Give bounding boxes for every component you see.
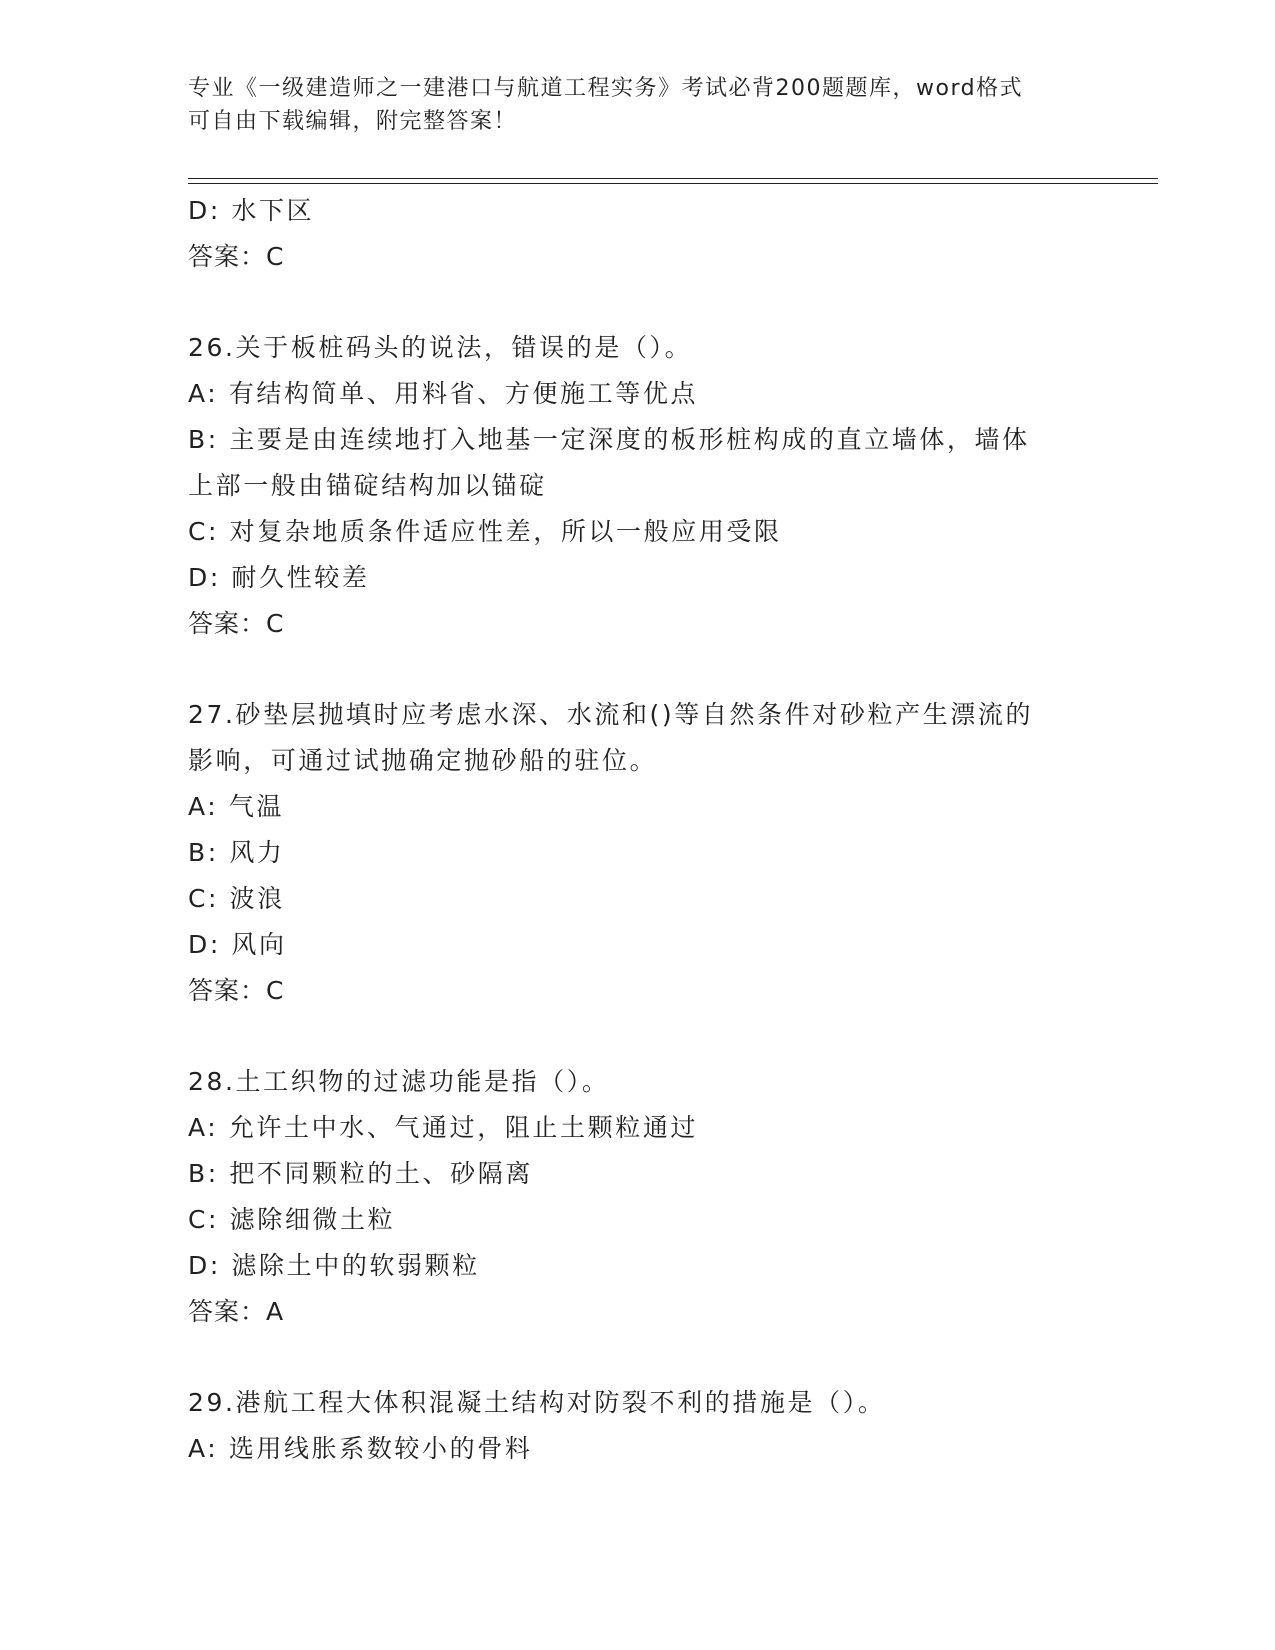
question-25-answer: 答案：C xyxy=(188,242,285,271)
answer: 答案：C xyxy=(188,609,285,638)
spacer xyxy=(188,1335,1088,1380)
question-28 xyxy=(188,1059,1088,1335)
option-a: A: 选用线胀系数较小的骨料 xyxy=(188,1434,533,1463)
header-divider-bottom xyxy=(188,183,1158,184)
question-29 xyxy=(188,1380,1088,1472)
option-d: D: 滤除土中的软弱颗粒 xyxy=(188,1251,480,1280)
spacer xyxy=(188,647,1088,692)
option-d: D: 耐久性较差 xyxy=(188,563,370,592)
option-d: D: 风向 xyxy=(188,930,287,959)
document-header xyxy=(188,72,1088,138)
option-b: B: 把不同颗粒的土、砂隔离 xyxy=(188,1159,533,1188)
header-line-2: 可自由下载编辑，附完整答案！ xyxy=(188,109,518,134)
header-divider-top xyxy=(188,178,1158,179)
option-b: B: 主要是由连续地打入地基一定深度的板形桩构成的直立墙体，墙体 xyxy=(188,425,1030,454)
option-c: C: 滤除细微土粒 xyxy=(188,1205,396,1234)
answer: 答案：C xyxy=(188,976,285,1005)
question-stem: 28.土工织物的过滤功能是指（）。 xyxy=(188,1067,610,1096)
option-a: A: 允许土中水、气通过，阻止土颗粒通过 xyxy=(188,1113,699,1142)
document-body xyxy=(188,188,1088,1472)
option-c: C: 波浪 xyxy=(188,884,285,913)
question-25-option-d: D: 水下区 xyxy=(188,196,315,225)
question-stem: 26.关于板桩码头的说法，错误的是（）。 xyxy=(188,333,693,362)
option-b: B: 风力 xyxy=(188,838,285,867)
question-stem: 27.砂垫层抛填时应考虑水深、水流和()等自然条件对砂粒产生漂流的 xyxy=(188,700,1034,729)
header-line-1: 专业《一级建造师之一建港口与航道工程实务》考试必背200题题库，word格式 xyxy=(188,76,1024,101)
option-c: C: 对复杂地质条件适应性差，所以一般应用受限 xyxy=(188,517,782,546)
option-b-continued: 上部一般由锚碇结构加以锚碇 xyxy=(188,471,547,500)
question-stem-continued: 影响，可通过试抛确定抛砂船的驻位。 xyxy=(188,746,658,775)
spacer xyxy=(188,280,1088,325)
option-a: A: 气温 xyxy=(188,792,285,821)
question-stem: 29.港航工程大体积混凝土结构对防裂不利的措施是（）。 xyxy=(188,1388,886,1417)
question-26 xyxy=(188,325,1088,647)
answer: 答案：A xyxy=(188,1297,285,1326)
spacer xyxy=(188,1014,1088,1059)
option-a: A: 有结构简单、用料省、方便施工等优点 xyxy=(188,379,699,408)
question-27 xyxy=(188,692,1088,1014)
